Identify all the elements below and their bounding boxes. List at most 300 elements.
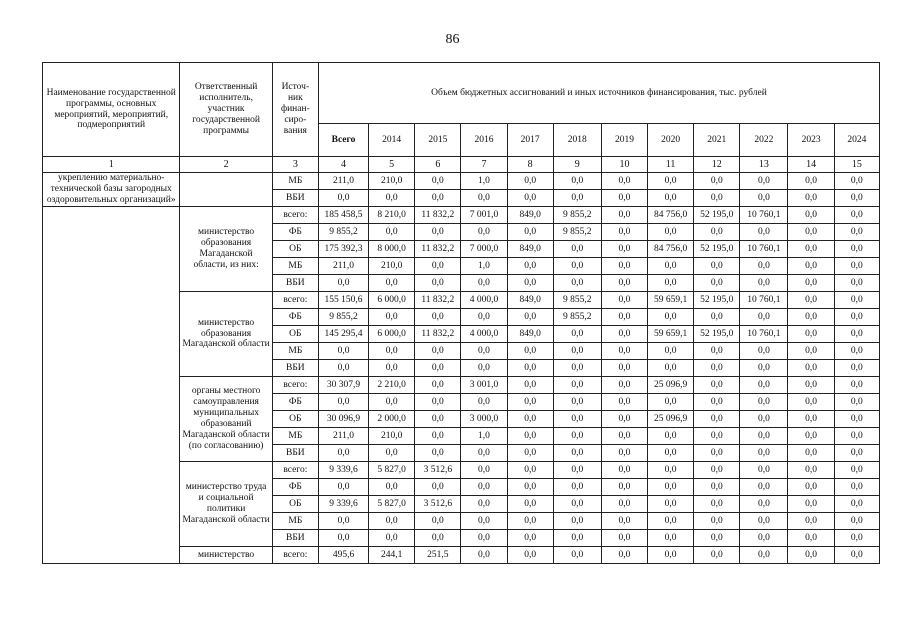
- value-cell: 0,0: [461, 309, 507, 326]
- value-cell: 0,0: [694, 275, 740, 292]
- column-number: 10: [601, 157, 647, 173]
- value-cell: 0,0: [740, 343, 788, 360]
- value-cell: 849,0: [507, 207, 553, 224]
- value-cell: 0,0: [507, 479, 553, 496]
- name-cell: [43, 207, 180, 564]
- value-cell: 0,0: [740, 530, 788, 547]
- source-cell: всего:: [272, 547, 318, 564]
- source-cell: всего:: [272, 462, 318, 479]
- value-cell: 0,0: [415, 190, 461, 207]
- value-cell: 0,0: [740, 394, 788, 411]
- value-cell: 0,0: [507, 411, 553, 428]
- value-cell: 0,0: [601, 241, 647, 258]
- value-cell: 849,0: [507, 292, 553, 309]
- value-cell: 0,0: [601, 258, 647, 275]
- value-cell: 0,0: [648, 190, 694, 207]
- value-cell: 0,0: [740, 224, 788, 241]
- value-cell: 1,0: [461, 428, 507, 445]
- header-year: 2023: [788, 124, 834, 157]
- value-cell: 59 659,1: [648, 292, 694, 309]
- total-cell: 155 150,6: [318, 292, 368, 309]
- value-cell: 0,0: [834, 241, 879, 258]
- value-cell: 10 760,1: [740, 241, 788, 258]
- value-cell: 0,0: [788, 190, 834, 207]
- source-cell: ВБИ: [272, 190, 318, 207]
- total-cell: 9 855,2: [318, 224, 368, 241]
- value-cell: 0,0: [740, 479, 788, 496]
- total-cell: 0,0: [318, 479, 368, 496]
- value-cell: 52 195,0: [694, 326, 740, 343]
- column-number: 14: [788, 157, 834, 173]
- value-cell: 0,0: [740, 377, 788, 394]
- total-cell: 185 458,5: [318, 207, 368, 224]
- value-cell: 0,0: [507, 394, 553, 411]
- value-cell: 0,0: [369, 309, 415, 326]
- value-cell: 0,0: [461, 224, 507, 241]
- value-cell: 2 000,0: [369, 411, 415, 428]
- header-year: 2018: [553, 124, 601, 157]
- value-cell: 0,0: [834, 224, 879, 241]
- value-cell: 0,0: [694, 496, 740, 513]
- value-cell: 0,0: [740, 496, 788, 513]
- value-cell: 0,0: [694, 173, 740, 190]
- budget-table: [42, 62, 880, 564]
- value-cell: 0,0: [788, 547, 834, 564]
- total-cell: 145 295,4: [318, 326, 368, 343]
- value-cell: 0,0: [553, 241, 601, 258]
- value-cell: 0,0: [507, 513, 553, 530]
- value-cell: 0,0: [601, 479, 647, 496]
- value-cell: 8 210,0: [369, 207, 415, 224]
- header-volume: Объем бюджетных ассигнований и иных источников финансирования, тыс. рублей: [318, 63, 879, 124]
- value-cell: 0,0: [601, 224, 647, 241]
- value-cell: 0,0: [694, 360, 740, 377]
- total-cell: 9 339,6: [318, 496, 368, 513]
- value-cell: 3 000,0: [461, 411, 507, 428]
- header-year: 2024: [834, 124, 879, 157]
- value-cell: 244,1: [369, 547, 415, 564]
- value-cell: 0,0: [553, 496, 601, 513]
- source-cell: МБ: [272, 513, 318, 530]
- value-cell: 0,0: [834, 479, 879, 496]
- responsible-cell: министерство образования Магаданской области, из них:: [180, 207, 272, 292]
- value-cell: 0,0: [601, 360, 647, 377]
- value-cell: 0,0: [507, 190, 553, 207]
- total-cell: 30 096,9: [318, 411, 368, 428]
- value-cell: 0,0: [553, 428, 601, 445]
- value-cell: 0,0: [788, 241, 834, 258]
- value-cell: 0,0: [415, 428, 461, 445]
- value-cell: 0,0: [369, 343, 415, 360]
- total-cell: 0,0: [318, 445, 368, 462]
- header-year: 2016: [461, 124, 507, 157]
- value-cell: 0,0: [415, 513, 461, 530]
- value-cell: 0,0: [788, 207, 834, 224]
- value-cell: 0,0: [834, 292, 879, 309]
- value-cell: 251,5: [415, 547, 461, 564]
- header-year: 2020: [648, 124, 694, 157]
- value-cell: 0,0: [369, 530, 415, 547]
- value-cell: 0,0: [369, 275, 415, 292]
- value-cell: 0,0: [601, 173, 647, 190]
- value-cell: 0,0: [461, 530, 507, 547]
- value-cell: 0,0: [740, 275, 788, 292]
- value-cell: 8 000,0: [369, 241, 415, 258]
- value-cell: 3 001,0: [461, 377, 507, 394]
- value-cell: 0,0: [788, 275, 834, 292]
- value-cell: 10 760,1: [740, 326, 788, 343]
- value-cell: 0,0: [553, 360, 601, 377]
- value-cell: 0,0: [461, 275, 507, 292]
- value-cell: 0,0: [648, 394, 694, 411]
- value-cell: 0,0: [507, 445, 553, 462]
- value-cell: 0,0: [834, 445, 879, 462]
- value-cell: 0,0: [601, 343, 647, 360]
- value-cell: 0,0: [834, 530, 879, 547]
- value-cell: 0,0: [648, 496, 694, 513]
- value-cell: 0,0: [788, 462, 834, 479]
- value-cell: 84 756,0: [648, 207, 694, 224]
- value-cell: 0,0: [788, 428, 834, 445]
- value-cell: 0,0: [740, 309, 788, 326]
- value-cell: 0,0: [788, 309, 834, 326]
- value-cell: 11 832,2: [415, 241, 461, 258]
- value-cell: 0,0: [648, 428, 694, 445]
- column-number: 3: [272, 157, 318, 173]
- header-year: 2014: [369, 124, 415, 157]
- responsible-cell: министерство труда и социальной политики Магаданской области: [180, 462, 272, 547]
- value-cell: 0,0: [507, 496, 553, 513]
- value-cell: 0,0: [415, 275, 461, 292]
- header-year: 2019: [601, 124, 647, 157]
- value-cell: 0,0: [461, 360, 507, 377]
- value-cell: 0,0: [740, 547, 788, 564]
- value-cell: 0,0: [694, 343, 740, 360]
- value-cell: 0,0: [507, 224, 553, 241]
- value-cell: 0,0: [553, 275, 601, 292]
- value-cell: 9 855,2: [553, 224, 601, 241]
- value-cell: 0,0: [788, 479, 834, 496]
- responsible-cell: [180, 173, 272, 207]
- value-cell: 0,0: [834, 513, 879, 530]
- value-cell: 0,0: [694, 513, 740, 530]
- value-cell: 25 096,9: [648, 377, 694, 394]
- value-cell: 0,0: [648, 224, 694, 241]
- value-cell: 0,0: [834, 343, 879, 360]
- source-cell: ВБИ: [272, 445, 318, 462]
- source-cell: МБ: [272, 258, 318, 275]
- value-cell: 0,0: [601, 513, 647, 530]
- value-cell: 0,0: [461, 190, 507, 207]
- value-cell: 0,0: [788, 173, 834, 190]
- value-cell: 0,0: [788, 292, 834, 309]
- total-cell: 495,6: [318, 547, 368, 564]
- column-number: 4: [318, 157, 368, 173]
- table-row: [43, 173, 880, 190]
- total-cell: 0,0: [318, 394, 368, 411]
- value-cell: 849,0: [507, 326, 553, 343]
- source-cell: МБ: [272, 343, 318, 360]
- value-cell: 0,0: [788, 343, 834, 360]
- column-number: 9: [553, 157, 601, 173]
- value-cell: 0,0: [834, 377, 879, 394]
- value-cell: 0,0: [834, 275, 879, 292]
- value-cell: 84 756,0: [648, 241, 694, 258]
- value-cell: 0,0: [507, 275, 553, 292]
- value-cell: 0,0: [834, 258, 879, 275]
- value-cell: 0,0: [507, 309, 553, 326]
- value-cell: 0,0: [834, 411, 879, 428]
- table-row: [43, 207, 880, 224]
- value-cell: 0,0: [694, 224, 740, 241]
- value-cell: 0,0: [694, 377, 740, 394]
- total-cell: 0,0: [318, 275, 368, 292]
- value-cell: 0,0: [601, 275, 647, 292]
- value-cell: 0,0: [553, 377, 601, 394]
- value-cell: 0,0: [648, 462, 694, 479]
- source-cell: ОБ: [272, 496, 318, 513]
- value-cell: 10 760,1: [740, 292, 788, 309]
- value-cell: 4 000,0: [461, 326, 507, 343]
- value-cell: 59 659,1: [648, 326, 694, 343]
- value-cell: 0,0: [694, 530, 740, 547]
- value-cell: 0,0: [740, 360, 788, 377]
- value-cell: 0,0: [601, 394, 647, 411]
- value-cell: 0,0: [507, 547, 553, 564]
- column-number-row: [43, 157, 880, 173]
- value-cell: 0,0: [415, 309, 461, 326]
- total-cell: 211,0: [318, 258, 368, 275]
- value-cell: 0,0: [648, 547, 694, 564]
- value-cell: 0,0: [553, 343, 601, 360]
- source-cell: ФБ: [272, 309, 318, 326]
- value-cell: 0,0: [601, 377, 647, 394]
- source-cell: ВБИ: [272, 360, 318, 377]
- value-cell: 0,0: [507, 428, 553, 445]
- value-cell: 0,0: [601, 496, 647, 513]
- value-cell: 0,0: [740, 190, 788, 207]
- value-cell: 0,0: [553, 394, 601, 411]
- value-cell: 11 832,2: [415, 207, 461, 224]
- value-cell: 6 000,0: [369, 326, 415, 343]
- value-cell: 9 855,2: [553, 207, 601, 224]
- column-number: 11: [648, 157, 694, 173]
- value-cell: 0,0: [369, 394, 415, 411]
- value-cell: 0,0: [648, 309, 694, 326]
- source-cell: МБ: [272, 173, 318, 190]
- value-cell: 210,0: [369, 258, 415, 275]
- value-cell: 0,0: [601, 530, 647, 547]
- value-cell: 0,0: [834, 360, 879, 377]
- header-year: 2022: [740, 124, 788, 157]
- value-cell: 0,0: [648, 275, 694, 292]
- value-cell: 0,0: [553, 445, 601, 462]
- value-cell: 0,0: [415, 445, 461, 462]
- value-cell: 0,0: [740, 513, 788, 530]
- value-cell: 0,0: [601, 309, 647, 326]
- value-cell: 0,0: [415, 258, 461, 275]
- value-cell: 0,0: [415, 360, 461, 377]
- column-number: 6: [415, 157, 461, 173]
- responsible-cell: органы местного самоуправления муниципальных образований Магаданской области (по согласованию): [180, 377, 272, 462]
- total-cell: 30 307,9: [318, 377, 368, 394]
- page-number: 86: [445, 32, 460, 47]
- value-cell: 0,0: [369, 445, 415, 462]
- value-cell: 1,0: [461, 258, 507, 275]
- value-cell: 0,0: [788, 360, 834, 377]
- value-cell: 0,0: [415, 377, 461, 394]
- source-cell: ОБ: [272, 326, 318, 343]
- value-cell: 0,0: [834, 496, 879, 513]
- value-cell: 0,0: [740, 258, 788, 275]
- header-year: 2017: [507, 124, 553, 157]
- source-cell: всего:: [272, 377, 318, 394]
- value-cell: 0,0: [507, 360, 553, 377]
- total-cell: 211,0: [318, 173, 368, 190]
- value-cell: 0,0: [788, 394, 834, 411]
- value-cell: 0,0: [601, 462, 647, 479]
- value-cell: 0,0: [553, 258, 601, 275]
- value-cell: 0,0: [553, 173, 601, 190]
- value-cell: 0,0: [694, 309, 740, 326]
- header-name: Наименование государственной программы, основных мероприятий, мероприятий, подмероприятий: [43, 63, 180, 157]
- value-cell: 4 000,0: [461, 292, 507, 309]
- value-cell: 0,0: [694, 190, 740, 207]
- value-cell: 849,0: [507, 241, 553, 258]
- value-cell: 6 000,0: [369, 292, 415, 309]
- value-cell: 0,0: [507, 343, 553, 360]
- source-cell: ФБ: [272, 394, 318, 411]
- column-number: 5: [369, 157, 415, 173]
- value-cell: 3 512,6: [415, 496, 461, 513]
- source-cell: ФБ: [272, 224, 318, 241]
- value-cell: 0,0: [694, 428, 740, 445]
- value-cell: 0,0: [369, 224, 415, 241]
- value-cell: 0,0: [648, 479, 694, 496]
- value-cell: 1,0: [461, 173, 507, 190]
- value-cell: 7 000,0: [461, 241, 507, 258]
- value-cell: 5 827,0: [369, 496, 415, 513]
- value-cell: 0,0: [553, 190, 601, 207]
- value-cell: 52 195,0: [694, 241, 740, 258]
- header-responsible: Ответственный исполнитель, участник государственной программы: [180, 63, 272, 157]
- header-source: Источ-ник финан-сиро-вания: [272, 63, 318, 157]
- value-cell: 0,0: [694, 445, 740, 462]
- column-number: 12: [694, 157, 740, 173]
- value-cell: 0,0: [740, 445, 788, 462]
- value-cell: 0,0: [601, 326, 647, 343]
- value-cell: 0,0: [415, 530, 461, 547]
- value-cell: 0,0: [740, 428, 788, 445]
- value-cell: 0,0: [834, 547, 879, 564]
- value-cell: 0,0: [788, 326, 834, 343]
- value-cell: 0,0: [694, 258, 740, 275]
- value-cell: 210,0: [369, 173, 415, 190]
- value-cell: 210,0: [369, 428, 415, 445]
- value-cell: 0,0: [415, 394, 461, 411]
- value-cell: 0,0: [648, 173, 694, 190]
- source-cell: всего:: [272, 292, 318, 309]
- value-cell: 0,0: [648, 513, 694, 530]
- value-cell: 0,0: [553, 513, 601, 530]
- value-cell: 0,0: [648, 343, 694, 360]
- value-cell: 0,0: [740, 411, 788, 428]
- value-cell: 0,0: [553, 547, 601, 564]
- source-cell: МБ: [272, 428, 318, 445]
- value-cell: 0,0: [461, 513, 507, 530]
- total-cell: 9 855,2: [318, 309, 368, 326]
- value-cell: 11 832,2: [415, 292, 461, 309]
- header-total: Всего: [318, 124, 368, 157]
- header-year: 2015: [415, 124, 461, 157]
- value-cell: 0,0: [834, 190, 879, 207]
- responsible-cell: министерство: [180, 547, 272, 564]
- value-cell: 0,0: [834, 394, 879, 411]
- source-cell: ОБ: [272, 241, 318, 258]
- total-cell: 9 339,6: [318, 462, 368, 479]
- value-cell: 9 855,2: [553, 309, 601, 326]
- column-number: 15: [834, 157, 879, 173]
- value-cell: 0,0: [694, 394, 740, 411]
- value-cell: 0,0: [601, 547, 647, 564]
- value-cell: 0,0: [601, 445, 647, 462]
- value-cell: 0,0: [740, 173, 788, 190]
- total-cell: 0,0: [318, 190, 368, 207]
- value-cell: 10 760,1: [740, 207, 788, 224]
- value-cell: 0,0: [694, 462, 740, 479]
- value-cell: 11 832,2: [415, 326, 461, 343]
- value-cell: 0,0: [369, 479, 415, 496]
- value-cell: 0,0: [648, 360, 694, 377]
- value-cell: 0,0: [834, 462, 879, 479]
- value-cell: 25 096,9: [648, 411, 694, 428]
- value-cell: 3 512,6: [415, 462, 461, 479]
- value-cell: 0,0: [694, 479, 740, 496]
- value-cell: 9 855,2: [553, 292, 601, 309]
- column-number: 7: [461, 157, 507, 173]
- value-cell: 0,0: [507, 258, 553, 275]
- value-cell: 0,0: [553, 530, 601, 547]
- program-name: укреплению материально-технической базы загородных оздоровительных организаций»: [43, 173, 180, 207]
- value-cell: 0,0: [788, 258, 834, 275]
- value-cell: 0,0: [601, 190, 647, 207]
- value-cell: 0,0: [788, 513, 834, 530]
- value-cell: 0,0: [601, 411, 647, 428]
- value-cell: 0,0: [553, 462, 601, 479]
- value-cell: 0,0: [834, 173, 879, 190]
- source-cell: всего:: [272, 207, 318, 224]
- value-cell: 0,0: [648, 445, 694, 462]
- value-cell: 0,0: [788, 445, 834, 462]
- value-cell: 0,0: [788, 377, 834, 394]
- source-cell: ВБИ: [272, 530, 318, 547]
- value-cell: 0,0: [415, 224, 461, 241]
- value-cell: 0,0: [834, 309, 879, 326]
- column-number: 1: [43, 157, 180, 173]
- value-cell: 0,0: [461, 462, 507, 479]
- value-cell: 0,0: [507, 377, 553, 394]
- value-cell: 0,0: [415, 173, 461, 190]
- header-year: 2021: [694, 124, 740, 157]
- value-cell: 0,0: [601, 207, 647, 224]
- value-cell: 0,0: [834, 326, 879, 343]
- value-cell: 0,0: [788, 411, 834, 428]
- value-cell: 52 195,0: [694, 207, 740, 224]
- value-cell: 0,0: [648, 258, 694, 275]
- value-cell: 0,0: [648, 530, 694, 547]
- value-cell: 0,0: [369, 360, 415, 377]
- total-cell: 211,0: [318, 428, 368, 445]
